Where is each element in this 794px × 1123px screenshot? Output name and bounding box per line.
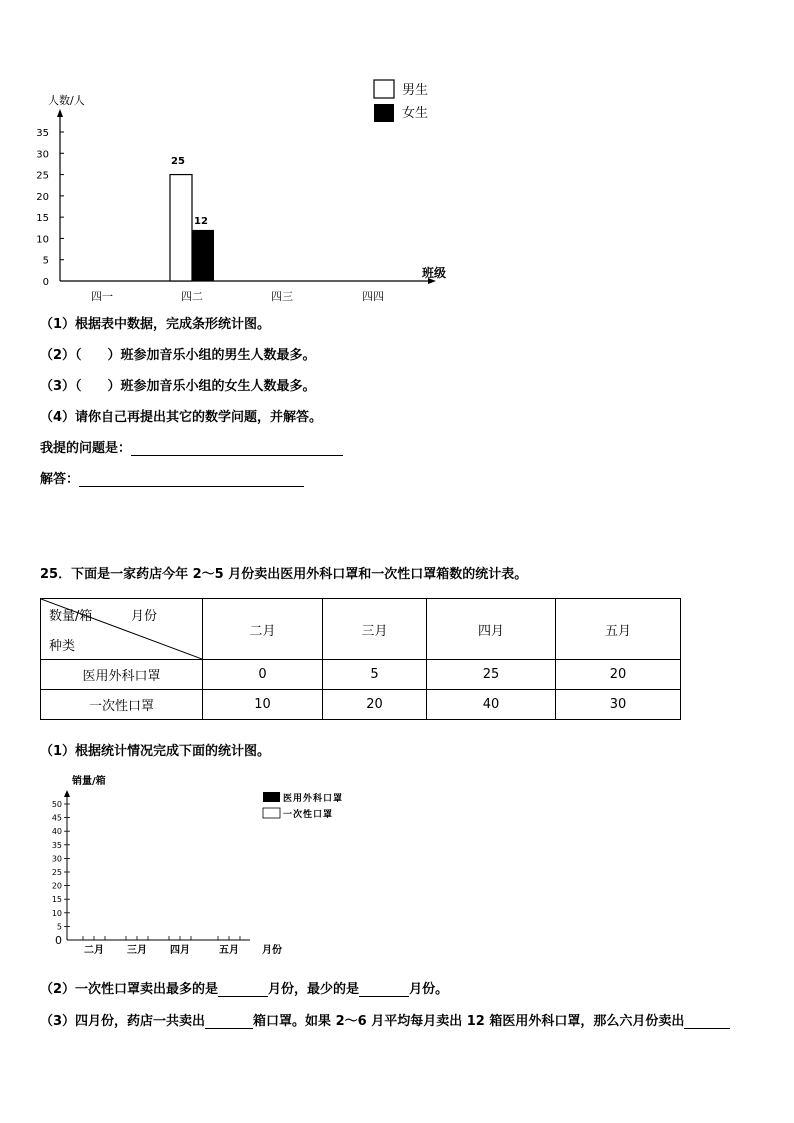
category-label-4-2: 四二 xyxy=(181,290,203,303)
legend-disposable-swatch xyxy=(263,808,280,818)
category-label-4-1: 四一 xyxy=(91,290,113,303)
category-label-feb: 二月 xyxy=(84,945,104,956)
mask-sales-chart xyxy=(40,770,360,960)
legend-girl-label: 女生 xyxy=(402,106,429,121)
legend-girl-swatch xyxy=(374,104,394,122)
y-axis-label: 人数/人 xyxy=(48,94,85,107)
category-label-4-4: 四四 xyxy=(362,290,384,303)
y-tick-label: 40 xyxy=(51,827,62,837)
y-tick-label: 25 xyxy=(51,868,62,877)
corner-quantity-label: 数量/箱 xyxy=(49,609,93,624)
q24-part2: （2）（ ）班参加音乐小组的男生人数最多。 xyxy=(40,348,316,363)
y-tick-label: 0 xyxy=(42,277,49,288)
y-tick-origin: 0 xyxy=(55,934,62,947)
y-tick-label: 5 xyxy=(56,922,62,932)
class-bar-chart xyxy=(30,75,470,310)
q25-part3-a: （3）四月份，药店一共卖出 xyxy=(40,1014,206,1029)
header-month-may: 五月 xyxy=(556,599,681,660)
header-month-feb: 二月 xyxy=(203,599,323,660)
category-label-apr: 四月 xyxy=(170,945,190,956)
y-tick-label: 10 xyxy=(36,234,49,246)
y-tick-label: 5 xyxy=(42,255,49,267)
category-label-mar: 三月 xyxy=(127,945,147,956)
q24-answer-label: 解答： xyxy=(40,472,80,487)
q24-part1: （1）根据表中数据，完成条形统计图。 xyxy=(40,317,271,332)
legend-surgical-label: 医用外科口罩 xyxy=(283,794,344,804)
q24-ask-row xyxy=(40,437,343,456)
q25-part3 xyxy=(40,1010,730,1029)
table-cell: 20 xyxy=(556,660,681,690)
y-tick-label: 20 xyxy=(51,881,62,891)
y-tick-label: 35 xyxy=(36,128,49,139)
header-month-mar: 三月 xyxy=(323,599,427,660)
bar-girl xyxy=(192,230,214,281)
y-tick-label: 25 xyxy=(36,170,49,182)
y-tick-label: 15 xyxy=(51,895,62,905)
q25-title: 25．下面是一家药店今年 2～5 月份卖出医用外科口罩和一次性口罩箱数的统计表。 xyxy=(40,567,528,582)
q24-part4: （4）请你自己再提出其它的数学问题，并解答。 xyxy=(40,410,323,425)
q25-part1: （1）根据统计情况完成下面的统计图。 xyxy=(40,744,271,759)
q25-part3-blank-total[interactable] xyxy=(205,1014,253,1029)
q25-part3-blank-june[interactable] xyxy=(684,1014,730,1029)
q25-part2-blank-min[interactable] xyxy=(359,982,409,997)
table-cell: 5 xyxy=(323,660,427,690)
category-label-4-3: 四三 xyxy=(271,290,293,303)
row-label-surgical: 医用外科口罩 xyxy=(41,660,203,690)
corner-type-label: 种类 xyxy=(49,639,76,654)
data-label-boy-4-2: 25 xyxy=(171,156,185,167)
table-cell: 20 xyxy=(323,690,427,720)
table-row xyxy=(41,660,681,690)
table-cell: 25 xyxy=(427,660,556,690)
y-tick-label: 45 xyxy=(51,813,62,823)
y-axis-arrow xyxy=(64,790,70,797)
table-cell: 40 xyxy=(427,690,556,720)
q25-part2 xyxy=(40,978,448,997)
y-tick-label: 15 xyxy=(36,213,49,225)
table-header-row xyxy=(41,599,681,660)
legend-boy-swatch xyxy=(374,80,394,98)
corner-month-label: 月份 xyxy=(131,609,158,624)
y-tick-label: 20 xyxy=(36,191,49,203)
q25-part2-c: 月份。 xyxy=(409,982,449,997)
x-axis-label: 班级 xyxy=(422,266,447,280)
table-cell: 0 xyxy=(203,660,323,690)
mask-sales-table xyxy=(40,598,681,720)
y-tick-label: 30 xyxy=(51,854,62,864)
row-label-disposable: 一次性口罩 xyxy=(41,690,203,720)
q25-part2-b: 月份，最少的是 xyxy=(268,982,360,997)
y-axis-label: 销量/箱 xyxy=(72,776,106,787)
legend-disposable-label: 一次性口罩 xyxy=(283,810,334,820)
y-tick-label: 10 xyxy=(51,908,62,918)
q24-part3: （3）（ ）班参加音乐小组的女生人数最多。 xyxy=(40,379,316,394)
table-cell: 10 xyxy=(203,690,323,720)
x-axis-label: 月份 xyxy=(262,945,282,956)
q24-ask-label: 我提的问题是： xyxy=(40,441,132,456)
q24-answer-blank[interactable] xyxy=(79,472,304,487)
y-tick-label: 35 xyxy=(51,840,62,850)
table-corner-cell xyxy=(41,599,203,660)
table-cell: 30 xyxy=(556,690,681,720)
y-tick-label: 30 xyxy=(36,149,49,161)
bar-boy xyxy=(170,175,192,281)
legend-surgical-swatch xyxy=(263,792,280,802)
q24-ask-blank[interactable] xyxy=(131,441,343,456)
q25-part2-a: （2）一次性口罩卖出最多的是 xyxy=(40,982,219,997)
q25-part3-b: 箱口罩。如果 2～6 月平均每月卖出 12 箱医用外科口罩，那么六月份卖出 xyxy=(253,1014,685,1029)
data-label-girl-4-2: 12 xyxy=(194,216,208,227)
table-row xyxy=(41,690,681,720)
q24-answer-row xyxy=(40,468,304,487)
category-label-may: 五月 xyxy=(219,945,239,956)
header-month-apr: 四月 xyxy=(427,599,556,660)
y-axis-arrow xyxy=(57,109,63,117)
y-tick-label: 50 xyxy=(51,800,62,809)
legend-boy-label: 男生 xyxy=(402,83,429,98)
q25-part2-blank-max[interactable] xyxy=(218,982,268,997)
